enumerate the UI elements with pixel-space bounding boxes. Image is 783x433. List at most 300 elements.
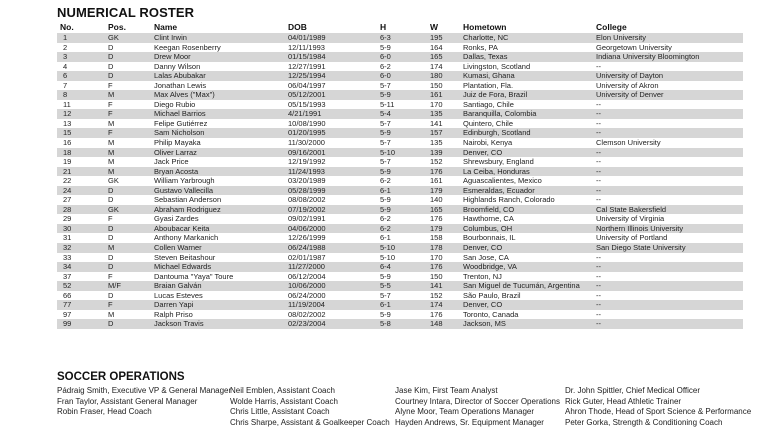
table-row: [57, 81, 743, 91]
player-weight: 152: [430, 290, 443, 300]
player-weight: 161: [430, 90, 443, 100]
player-college: University of Virginia: [596, 214, 665, 224]
player-number: 21: [63, 166, 72, 176]
staff-member: Jase Kim, First Team Analyst: [395, 386, 498, 395]
player-height: 5-7: [380, 138, 391, 148]
player-hometown: San Miguel de Tucumán, Argentina: [463, 281, 580, 291]
player-position: D: [108, 61, 114, 71]
player-number: 8: [63, 90, 68, 100]
player-dob: 12/27/1991: [288, 61, 326, 71]
player-college: --: [596, 128, 601, 138]
player-college: University of Portland: [596, 233, 668, 243]
player-dob: 11/30/2000: [288, 138, 325, 148]
player-number: 30: [63, 223, 72, 233]
player-hometown: Charlotte, NC: [463, 33, 509, 42]
player-college: Elon University: [596, 33, 647, 42]
player-dob: 05/15/1993: [288, 99, 326, 109]
player-hometown: Plantation, Fla.: [463, 80, 514, 90]
player-weight: 180: [430, 71, 443, 81]
player-college: --: [596, 185, 601, 195]
staff-member: Dr. John Spittler, Chief Medical Officer: [565, 386, 701, 395]
staff-member: Wolde Harris, Assistant Coach: [230, 396, 338, 406]
player-number: 28: [63, 204, 72, 214]
table-row: [57, 310, 743, 320]
player-college: San Diego State University: [596, 243, 686, 253]
table-row: [57, 148, 743, 158]
player-weight: 174: [430, 300, 443, 310]
player-dob: 08/02/2002: [288, 309, 326, 319]
staff-member: Ahron Thode, Head of Sport Science & Performance: [565, 407, 752, 416]
header-college: College: [596, 22, 627, 32]
staff-member: Neil Emblen, Assistant Coach: [230, 386, 335, 395]
player-height: 6-0: [380, 71, 391, 81]
player-number: 29: [63, 214, 72, 224]
table-row: [57, 319, 743, 329]
player-dob: 11/27/2000: [288, 262, 325, 272]
player-number: 16: [63, 138, 72, 148]
player-dob: 12/25/1994: [288, 71, 326, 81]
header-no: No.: [60, 22, 74, 32]
player-college: Clemson University: [596, 138, 661, 148]
player-hometown: Quintero, Chile: [463, 118, 514, 128]
player-hometown: Columbus, OH: [463, 223, 513, 233]
player-hometown: Broomfield, CO: [463, 204, 515, 214]
staff-member: Chris Little, Assistant Coach: [230, 407, 330, 416]
player-weight: 179: [430, 223, 443, 233]
player-position: D: [108, 52, 114, 62]
header-dob: DOB: [288, 22, 307, 32]
player-height: 6-2: [380, 176, 391, 186]
table-row: [57, 214, 743, 224]
player-height: 5-8: [380, 319, 391, 329]
player-height: 6-2: [380, 61, 391, 71]
player-weight: 176: [430, 166, 443, 176]
player-hometown: Esmeraldas, Ecuador: [463, 185, 535, 195]
player-weight: 179: [430, 185, 443, 195]
player-college: --: [596, 166, 601, 176]
player-height: 5-11: [380, 99, 395, 109]
player-position: F: [108, 214, 113, 224]
player-height: 5-4: [380, 109, 391, 119]
player-weight: 174: [430, 61, 443, 71]
player-height: 5-7: [380, 118, 391, 128]
player-height: 5-5: [380, 281, 391, 291]
player-college: --: [596, 309, 601, 319]
player-height: 6-1: [380, 300, 391, 310]
operations-title: SOCCER OPERATIONS: [57, 371, 185, 383]
player-name: Max Alves ("Max"): [154, 90, 215, 100]
player-name: Aboubacar Keita: [154, 223, 210, 233]
table-row: [57, 205, 743, 215]
table-row: [57, 33, 743, 43]
player-weight: 178: [430, 243, 443, 253]
player-dob: 01/20/1995: [288, 128, 326, 138]
player-number: 99: [63, 319, 72, 329]
player-dob: 12/26/1999: [288, 233, 326, 243]
table-row: [57, 52, 743, 62]
player-hometown: Shrewsbury, England: [463, 157, 534, 167]
player-weight: 135: [430, 138, 443, 148]
player-weight: 195: [430, 33, 443, 42]
player-college: University of Dayton: [596, 71, 664, 81]
player-college: --: [596, 281, 601, 291]
table-row: [57, 253, 743, 263]
player-weight: 176: [430, 309, 443, 319]
table-row: [57, 90, 743, 100]
player-dob: 08/08/2002: [288, 195, 326, 205]
player-height: 6-1: [380, 233, 391, 243]
player-weight: 161: [430, 176, 443, 186]
player-hometown: Trenton, NJ: [463, 271, 502, 281]
player-college: --: [596, 118, 601, 128]
table-row: [57, 176, 743, 186]
player-college: Georgetown University: [596, 42, 672, 52]
player-height: 6-0: [380, 52, 391, 62]
player-college: University of Denver: [596, 90, 664, 100]
player-dob: 11/24/1993: [288, 166, 325, 176]
player-college: Northern Illinois University: [596, 223, 684, 233]
table-row: [57, 233, 743, 243]
player-dob: 12/19/1992: [288, 157, 326, 167]
player-position: M: [108, 166, 115, 176]
player-weight: 176: [430, 214, 443, 224]
staff-member: Rick Guter, Head Athletic Trainer: [565, 396, 682, 406]
player-hometown: Denver, CO: [463, 300, 503, 310]
player-weight: 150: [430, 271, 443, 281]
player-position: M: [108, 243, 115, 253]
player-name: Lalas Abubakar: [154, 71, 206, 81]
player-dob: 06/24/2000: [288, 290, 326, 300]
player-position: GK: [108, 33, 119, 42]
player-position: M: [108, 138, 115, 148]
player-height: 5-7: [380, 290, 391, 300]
player-position: D: [108, 319, 114, 329]
player-position: D: [108, 233, 114, 243]
player-dob: 10/06/2000: [288, 281, 326, 291]
table-row: [57, 43, 743, 53]
player-hometown: Highlands Ranch, Colorado: [463, 195, 555, 205]
player-number: 19: [63, 157, 72, 167]
player-position: F: [108, 271, 113, 281]
player-name: Abraham Rodriguez: [154, 204, 221, 214]
player-college: --: [596, 61, 601, 71]
roster-table: [57, 22, 743, 329]
player-dob: 06/12/2004: [288, 271, 326, 281]
player-number: 31: [63, 233, 72, 243]
page-title: NUMERICAL ROSTER: [57, 5, 195, 20]
player-weight: 141: [430, 118, 443, 128]
player-number: 66: [63, 290, 72, 300]
player-number: 33: [63, 252, 72, 262]
player-hometown: Denver, CO: [463, 147, 503, 157]
player-dob: 06/24/1988: [288, 243, 326, 253]
table-row: [57, 128, 743, 138]
player-name: Anthony Markanich: [154, 233, 219, 243]
player-number: 52: [63, 281, 72, 291]
player-hometown: Dallas, Texas: [463, 52, 508, 62]
player-number: 13: [63, 118, 72, 128]
player-name: Sam Nicholson: [154, 128, 205, 138]
player-name: Philip Mayaka: [154, 138, 201, 148]
player-height: 6-4: [380, 262, 391, 272]
player-weight: 135: [430, 109, 443, 119]
player-name: Clint Irwin: [154, 33, 187, 42]
player-name: Diego Rubio: [154, 99, 196, 109]
player-hometown: Edinburgh, Scotland: [463, 128, 531, 138]
player-position: D: [108, 185, 114, 195]
player-hometown: Aguascalientes, Mexico: [463, 176, 542, 186]
player-hometown: Woodbridge, VA: [463, 262, 517, 272]
player-weight: 165: [430, 52, 443, 62]
player-name: Drew Moor: [154, 52, 191, 62]
header-weight: W: [430, 22, 439, 32]
player-name: Jonathan Lewis: [154, 80, 207, 90]
table-row: [57, 281, 743, 291]
player-hometown: Jackson, MS: [463, 319, 506, 329]
player-dob: 02/01/1987: [288, 252, 326, 262]
player-position: F: [108, 109, 113, 119]
player-hometown: Denver, CO: [463, 243, 503, 253]
player-height: 5-7: [380, 80, 391, 90]
player-number: 34: [63, 262, 72, 272]
player-college: --: [596, 319, 601, 329]
player-dob: 07/19/2002: [288, 204, 326, 214]
player-position: D: [108, 71, 114, 81]
player-position: GK: [108, 204, 119, 214]
player-height: 5-7: [380, 157, 391, 167]
operations-column: [57, 386, 231, 418]
player-dob: 01/15/1984: [288, 52, 326, 62]
player-name: Michael Edwards: [154, 262, 212, 272]
player-position: D: [108, 262, 114, 272]
player-position: M: [108, 90, 115, 100]
player-college: --: [596, 252, 601, 262]
header-hometown: Hometown: [463, 22, 507, 32]
staff-member: Hayden Andrews, Sr. Equipment Manager: [395, 417, 544, 427]
player-weight: 170: [430, 99, 443, 109]
player-name: William Yarbrough: [154, 176, 215, 186]
player-height: 5-9: [380, 204, 391, 214]
player-dob: 04/06/2000: [288, 223, 326, 233]
player-dob: 12/11/1993: [288, 42, 325, 52]
player-number: 22: [63, 176, 72, 186]
player-weight: 140: [430, 195, 443, 205]
player-dob: 06/04/1997: [288, 80, 326, 90]
player-height: 5-10: [380, 252, 396, 262]
player-name: Lucas Esteves: [154, 290, 203, 300]
player-name: Jackson Travis: [154, 319, 204, 329]
player-number: 1: [63, 33, 68, 42]
player-position: M/F: [108, 281, 121, 291]
player-height: 5-9: [380, 195, 391, 205]
player-dob: 04/01/1989: [288, 33, 326, 42]
player-dob: 4/21/1991: [288, 109, 322, 119]
staff-member: Peter Gorka, Strength & Conditioning Coach: [565, 417, 723, 427]
player-hometown: Nairobi, Kenya: [463, 138, 513, 148]
player-hometown: São Paulo, Brazil: [463, 290, 521, 300]
staff-member: Chris Sharpe, Assistant & Goalkeeper Coach: [230, 417, 390, 427]
player-number: 32: [63, 243, 72, 253]
table-row: [57, 243, 743, 253]
player-name: Jack Price: [154, 157, 189, 167]
player-hometown: Ronks, PA: [463, 42, 498, 52]
player-weight: 141: [430, 281, 443, 291]
player-college: --: [596, 176, 601, 186]
player-position: GK: [108, 176, 119, 186]
player-number: 77: [63, 300, 72, 310]
player-name: Braian Galván: [154, 281, 202, 291]
player-hometown: Juiz de Fora, Brazil: [463, 90, 528, 100]
player-dob: 09/02/1991: [288, 214, 326, 224]
player-name: Danny Wilson: [154, 61, 201, 71]
table-row: [57, 119, 743, 129]
player-position: D: [108, 290, 114, 300]
operations-column: [230, 386, 390, 428]
player-name: Gyasi Zardes: [154, 214, 199, 224]
player-college: --: [596, 157, 601, 167]
player-number: 97: [63, 309, 72, 319]
player-number: 2: [63, 42, 68, 52]
player-hometown: Hawthorne, CA: [463, 214, 514, 224]
player-dob: 05/12/2001: [288, 90, 326, 100]
table-row: [57, 71, 743, 81]
player-number: 37: [63, 271, 72, 281]
player-weight: 152: [430, 157, 443, 167]
player-name: Oliver Larraz: [154, 147, 197, 157]
player-college: University of Akron: [596, 80, 659, 90]
player-number: 15: [63, 128, 72, 138]
player-weight: 165: [430, 204, 443, 214]
player-position: D: [108, 252, 114, 262]
player-height: 6-2: [380, 214, 391, 224]
player-height: 5-9: [380, 166, 391, 176]
player-college: --: [596, 262, 601, 272]
player-hometown: Bourbonnais, IL: [463, 233, 516, 243]
player-dob: 11/19/2004: [288, 300, 325, 310]
operations-staff: [57, 386, 757, 432]
table-row: [57, 62, 743, 72]
player-height: 6-3: [380, 33, 391, 42]
player-number: 4: [63, 61, 68, 71]
staff-member: Robin Fraser, Head Coach: [57, 407, 152, 416]
player-height: 6-2: [380, 223, 391, 233]
player-position: D: [108, 195, 114, 205]
player-weight: 139: [430, 147, 443, 157]
header-name: Name: [154, 22, 178, 32]
player-hometown: Baranquilla, Colombia: [463, 109, 537, 119]
player-hometown: Livingston, Scotland: [463, 61, 531, 71]
player-hometown: Toronto, Canada: [463, 309, 519, 319]
table-row: [57, 186, 743, 196]
player-height: 5-9: [380, 271, 391, 281]
operations-column: [395, 386, 560, 428]
player-name: Gustavo Vallecilla: [154, 185, 214, 195]
player-number: 27: [63, 195, 72, 205]
staff-member: Alyne Moor, Team Operations Manager: [395, 407, 535, 416]
player-position: F: [108, 99, 113, 109]
player-weight: 157: [430, 128, 443, 138]
player-height: 5-10: [380, 243, 396, 253]
staff-member: Courtney Intara, Director of Soccer Operations: [395, 396, 560, 406]
table-row: [57, 157, 743, 167]
player-name: Darren Yapi: [154, 300, 194, 310]
player-name: Sebastian Anderson: [154, 195, 222, 205]
player-number: 6: [63, 71, 68, 81]
table-row: [57, 100, 743, 110]
player-college: Indiana University Bloomington: [596, 52, 700, 62]
player-dob: 03/20/1989: [288, 176, 326, 186]
table-row: [57, 291, 743, 301]
player-position: M: [108, 309, 115, 319]
player-hometown: Kumasi, Ghana: [463, 71, 515, 81]
table-row: [57, 195, 743, 205]
player-position: M: [108, 157, 115, 167]
player-position: F: [108, 80, 113, 90]
table-row: [57, 262, 743, 272]
player-dob: 02/23/2004: [288, 319, 326, 329]
player-college: --: [596, 147, 601, 157]
table-row: [57, 109, 743, 119]
player-height: 5-9: [380, 309, 391, 319]
player-hometown: San Jose, CA: [463, 252, 509, 262]
player-hometown: Santiago, Chile: [463, 99, 514, 109]
player-position: D: [108, 223, 114, 233]
player-weight: 164: [430, 42, 443, 52]
player-dob: 10/08/1990: [288, 118, 326, 128]
player-height: 6-1: [380, 185, 391, 195]
player-number: 7: [63, 80, 68, 90]
player-college: --: [596, 195, 601, 205]
player-name: Keegan Rosenberry: [154, 42, 221, 52]
player-dob: 05/28/1999: [288, 185, 326, 195]
player-college: --: [596, 300, 601, 310]
player-name: Bryan Acosta: [154, 166, 199, 176]
player-number: 24: [63, 185, 72, 195]
player-number: 12: [63, 109, 72, 119]
player-position: F: [108, 300, 113, 310]
player-weight: 148: [430, 319, 443, 329]
table-header: [57, 22, 743, 33]
table-row: [57, 300, 743, 310]
staff-member: Fran Taylor, Assistant General Manager: [57, 396, 198, 406]
player-weight: 150: [430, 80, 443, 90]
table-row: [57, 224, 743, 234]
player-position: M: [108, 118, 115, 128]
player-dob: 09/16/2001: [288, 147, 326, 157]
player-college: --: [596, 99, 601, 109]
player-height: 5-9: [380, 42, 391, 52]
player-college: --: [596, 290, 601, 300]
player-height: 5-9: [380, 128, 391, 138]
player-name: Ralph Priso: [154, 309, 193, 319]
player-number: 18: [63, 147, 72, 157]
player-name: Dantouma "Yaya" Toure: [154, 271, 234, 281]
roster-rows: [57, 33, 743, 329]
player-position: F: [108, 128, 113, 138]
player-weight: 176: [430, 262, 443, 272]
player-number: 3: [63, 52, 68, 62]
player-college: --: [596, 271, 601, 281]
player-college: --: [596, 109, 601, 119]
player-weight: 158: [430, 233, 443, 243]
table-row: [57, 272, 743, 282]
staff-member: Pádraig Smith, Executive VP & General Manager: [57, 386, 232, 395]
table-row: [57, 138, 743, 148]
player-position: D: [108, 42, 114, 52]
player-hometown: La Ceiba, Honduras: [463, 166, 530, 176]
player-name: Steven Beitashour: [154, 252, 216, 262]
player-name: Collen Warner: [154, 243, 202, 253]
